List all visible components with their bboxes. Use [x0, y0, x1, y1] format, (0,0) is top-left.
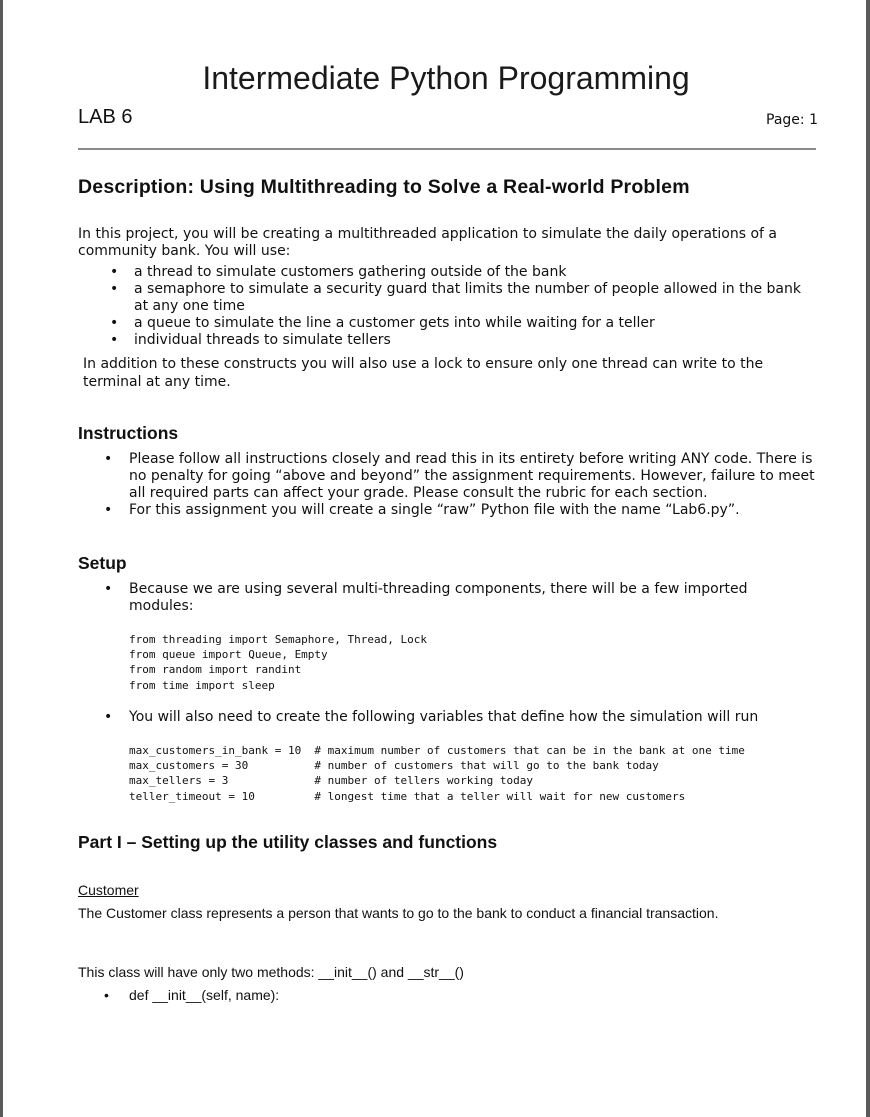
list-item-text: Because we are using several multi-threading components, there will be a few imported modules: [129, 581, 748, 614]
list-item: • Because we are using several multi-threading components, there will be a few imported modules: [104, 581, 748, 614]
list-item: • a thread to simulate customers gathering outside of the bank [110, 264, 567, 280]
setup-bullet-2 [104, 709, 804, 726]
list-item: • You will also need to create the following variables that define how the simulation will run [104, 709, 759, 725]
list-item-text: You will also need to create the following variables that define how the simulation will run [129, 709, 759, 725]
page-number: Page: 1 [766, 112, 818, 128]
customer-description: The Customer class represents a person that wants to go to the bank to conduct a financial transaction. [78, 905, 719, 921]
imports-code-block: from threading import Semaphore, Thread, Lock from queue import Queue, Empty from random import randint from time import sleep [129, 633, 428, 692]
list-item-text: a semaphore to simulate a security guard that limits the number of people allowed in the bank at any one time [134, 281, 801, 314]
list-item-text: a queue to simulate the line a customer gets into while waiting for a teller [134, 315, 655, 331]
list-item: • a queue to simulate the line a customer gets into while waiting for a teller [110, 315, 655, 331]
setup-bullet-1 [104, 581, 784, 615]
list-item: • For this assignment you will create a single “raw” Python file with the name “Lab6.py”. [104, 502, 740, 518]
methods-line: This class will have only two methods: __init__() and __str__() [78, 964, 464, 980]
description-bullet-list [110, 264, 818, 349]
document-title: Intermediate Python Programming [202, 60, 690, 96]
list-item: • individual threads to simulate tellers [110, 332, 391, 348]
description-outro: In addition to these constructs you will also use a lock to ensure only one thread can write to the terminal at any time. [83, 356, 764, 390]
methods-bullet-list [104, 987, 704, 1004]
list-item-text: Please follow all instructions closely and read this in its entirety before writing ANY code. There is no penalty for going “above and beyond” the assignment requirements. However, failure to meet all required parts can affect your grade. Please consult the rubric for each section. [129, 451, 815, 501]
list-item: • Please follow all instructions closely and read this in its entirety before writing ANY code. There is no penalty for going “above and beyond” the assignment requirements. However, failure to meet all required parts can affect your grade. Please consult the rubric for each section. [104, 451, 815, 501]
lab-label: LAB 6 [78, 106, 133, 128]
list-item-text: def __init__(self, name): [129, 987, 280, 1003]
description-heading: Description: Using Multithreading to Solve a Real-world Problem [78, 176, 690, 198]
list-item: • def __init__(self, name): [104, 987, 280, 1003]
header-rule [78, 148, 816, 150]
list-item-text: For this assignment you will create a single “raw” Python file with the name “Lab6.py”. [129, 502, 740, 518]
customer-subheading: Customer [78, 882, 139, 898]
list-item-text: a thread to simulate customers gathering outside of the bank [134, 264, 567, 280]
list-item: • a semaphore to simulate a security guard that limits the number of people allowed in the bank at any one time [110, 281, 801, 314]
description-intro: In this project, you will be creating a multithreaded application to simulate the daily operations of a community bank. You will use: [78, 226, 777, 259]
page-edge-right [866, 0, 870, 1117]
list-item-text: individual threads to simulate tellers [134, 332, 391, 348]
instructions-bullet-list [104, 451, 820, 519]
variables-code-block: max_customers_in_bank = 10 # maximum number of customers that can be in the bank at one time max_customers = 30 # number of customers that will go to the bank today max_tellers = 3 # number of tellers working today teller_timeout = 10 # longest time that a teller will wait for new customers [129, 744, 745, 803]
instructions-heading: Instructions [78, 423, 179, 443]
page-edge-left [0, 0, 3, 1117]
setup-heading: Setup [78, 553, 127, 573]
part1-heading: Part I – Setting up the utility classes and functions [78, 832, 498, 852]
